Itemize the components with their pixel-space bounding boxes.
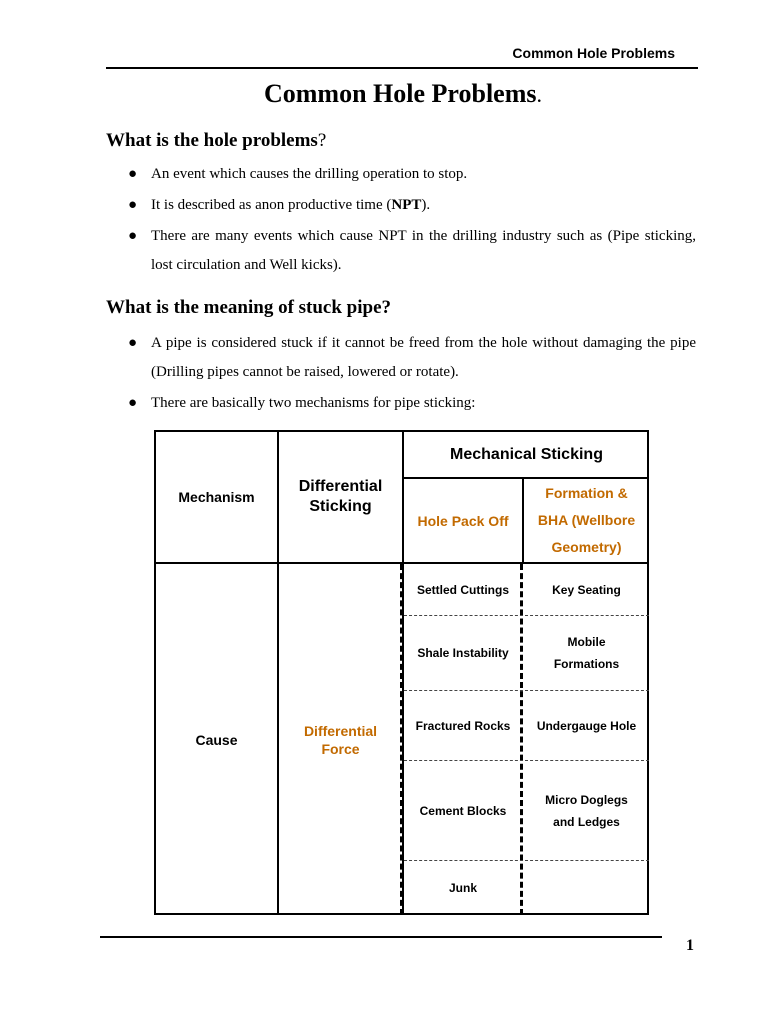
bullet-icon: ● xyxy=(128,166,138,182)
formation-bha-header: Formation & BHA (Wellbore Geometry) xyxy=(537,485,636,555)
page-title-text: Common Hole Problems xyxy=(264,79,537,108)
stuck-pipe-list xyxy=(106,329,696,420)
list-item-bold-text: NPT xyxy=(391,197,422,213)
section-heading-hole-problems-suffix: ? xyxy=(317,130,327,151)
hole-pack-off-header: Hole Pack Off xyxy=(417,512,509,529)
hole-problems-list xyxy=(106,160,696,282)
bullet-icon: ● xyxy=(128,228,138,244)
mechanism-table xyxy=(154,430,649,915)
section-heading-stuck-pipe: What is the meaning of stuck pipe? xyxy=(106,297,392,318)
differential-sticking-header: Differential Sticking xyxy=(298,478,383,515)
list-item xyxy=(106,191,696,220)
mechanism-header: Mechanism xyxy=(178,489,255,505)
list-item xyxy=(106,222,696,280)
bullet-icon: ● xyxy=(128,395,138,411)
list-item-text: ). xyxy=(421,197,431,213)
formation-cause: Micro Doglegs and Ledges xyxy=(545,792,628,829)
hole-pack-off-cause: Cement Blocks xyxy=(419,803,507,818)
differential-force-cause: Differential Force xyxy=(303,722,378,757)
header-rule xyxy=(106,67,698,69)
page-title xyxy=(0,79,768,109)
formation-cause: Mobile Formations xyxy=(553,635,620,671)
formation-cause: Key Seating xyxy=(552,582,621,597)
section-heading-hole-problems xyxy=(106,130,326,152)
page-title-suffix: . xyxy=(536,82,542,107)
bullet-icon: ● xyxy=(128,335,138,351)
cause-row-label: Cause xyxy=(195,731,238,748)
mechanical-sticking-header: Mechanical Sticking xyxy=(450,445,603,463)
list-item xyxy=(106,389,696,418)
bullet-icon: ● xyxy=(128,197,138,213)
list-item xyxy=(106,329,696,387)
hole-pack-off-cause: Junk xyxy=(448,881,477,895)
hole-pack-off-cause: Settled Cuttings xyxy=(417,582,509,597)
footer-rule xyxy=(100,936,662,938)
list-item-text: It is described as anon productive time ( xyxy=(151,197,392,213)
dashed-column-divider xyxy=(400,564,403,915)
formation-cause: Undergauge Hole xyxy=(536,718,637,733)
hole-pack-off-cause: Shale Instability xyxy=(417,646,509,660)
page-number: 1 xyxy=(686,937,694,954)
list-item-text: A pipe is considered stuck if it cannot be freed from the hole without damaging the pipe (Drilling pipes cannot be raised, lowered or rotate). xyxy=(151,335,696,380)
running-header: Common Hole Problems xyxy=(512,45,675,61)
list-item-text: An event which causes the drilling operation to stop. xyxy=(151,166,468,182)
list-item-text: There are basically two mechanisms for pipe sticking: xyxy=(151,395,476,411)
list-item-text: There are many events which cause NPT in the drilling industry such as (Pipe sticking, lost circulation and Well kicks). xyxy=(151,228,696,273)
list-item xyxy=(106,160,696,189)
section-heading-hole-problems-text: What is the hole problems xyxy=(106,130,318,151)
hole-pack-off-cause: Fractured Rocks xyxy=(415,718,511,733)
